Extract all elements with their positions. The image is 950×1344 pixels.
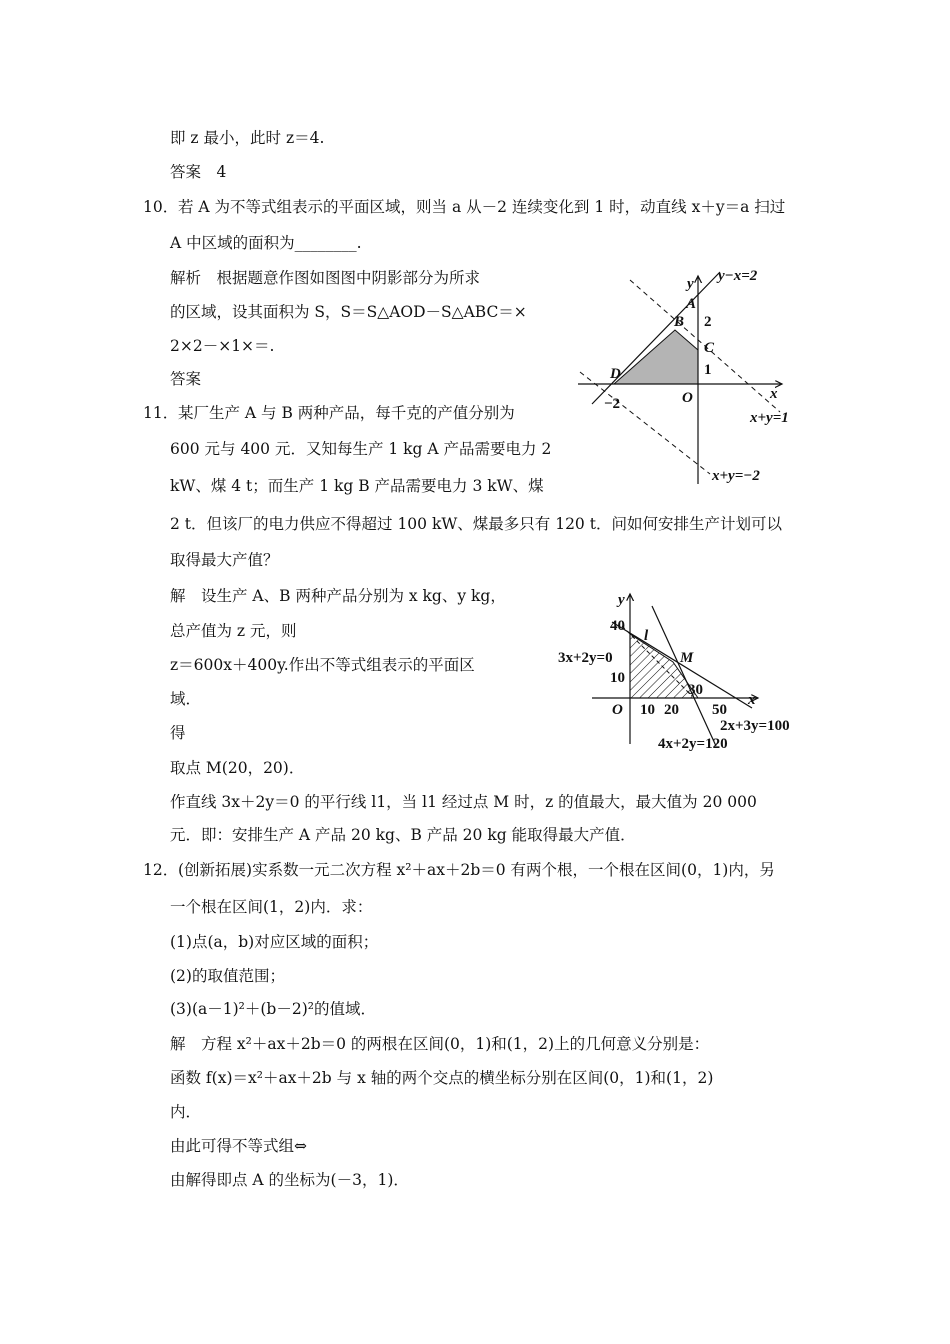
solution-text: 解 方程 x²＋ax＋2b＝0 的两根在区间(0，1)和(1，2)上的几何意义分别是： (170, 1035, 710, 1053)
tick-label: 50 (712, 702, 727, 718)
line-label: 2x+3y=100 (720, 718, 790, 734)
tick-label: 40 (610, 618, 625, 634)
line-label: y−x=2 (718, 268, 758, 284)
line-label: l (644, 628, 649, 644)
question-text: 取得最大产值？ (170, 551, 279, 569)
origin-label: O (682, 390, 693, 406)
tick-label: 1 (704, 362, 712, 378)
question-text: (1)点(a，b)对应区域的面积； (170, 933, 379, 951)
solution-text: 作直线 3x＋2y＝0 的平行线 l1，当 l1 经过点 M 时，z 的值最大，最大值为 20 000 (170, 793, 757, 811)
origin-label: O (612, 702, 623, 718)
question-text: A 中区域的面积为________. (170, 234, 362, 252)
point-label: M (680, 650, 694, 666)
question-text: kW、煤 4 t；而生产 1 kg B 产品需要电力 3 kW、煤 (170, 477, 544, 495)
solution-text: 解析 根据题意作图如图图中阴影部分为所求 (170, 269, 481, 287)
solution-text: 由此可得不等式组⇔ (170, 1137, 307, 1155)
question-text: 2 t．但该厂的电力供应不得超过 100 kW、煤最多只有 120 t．问如何安排生产计划可以 (170, 515, 782, 533)
solution-text: 元．即：安排生产 A 产品 20 kg、B 产品 20 kg 能取得最大产值． (170, 826, 636, 844)
point-label: C (704, 340, 715, 356)
figure-shaded-region (570, 262, 820, 492)
question-text: 若 A 为不等式组表示的平面区域，则当 a 从－2 连续变化到 1 时，动直线 x＋y＝a 扫过 (178, 198, 786, 216)
point-label: A (686, 296, 697, 312)
text-line: 即 z 最小，此时 z＝4. (170, 129, 325, 147)
solution-text: 总产值为 z 元，则 (170, 622, 297, 640)
line-label: x+y=−2 (712, 468, 760, 484)
figure-feasible-region (556, 586, 814, 751)
line-label: x+y=1 (750, 410, 789, 426)
solution-text: 内． (170, 1103, 202, 1121)
tick-label: 20 (664, 702, 679, 718)
line-label: 4x+2y=120 (658, 736, 728, 751)
question-number: 10． (143, 198, 179, 216)
tick-label: −2 (604, 396, 621, 412)
question-text: (2)的取值范围； (170, 967, 285, 985)
point-label: D (610, 366, 621, 382)
y-axis-label: y (618, 592, 625, 608)
x-axis-label: x (748, 692, 756, 708)
question-text: 一个根在区间(1，2)内．求： (170, 898, 373, 916)
line-label: 3x+2y=0 (558, 650, 613, 666)
line-x-plus-y-neg2 (580, 372, 710, 474)
tick-label: 30 (688, 682, 703, 698)
answer-label: 答案 4 (170, 163, 227, 181)
solution-text: 的区域，设其面积为 S，S＝S△AOD－S△ABC＝× (170, 303, 527, 321)
solution-text: 解 设生产 A、B 两种产品分别为 x kg、y kg， (170, 587, 506, 605)
question-text: 某厂生产 A 与 B 两种产品，每千克的产值分别为 (178, 404, 515, 422)
solution-text: 域． (170, 690, 202, 708)
tick-label: 10 (640, 702, 655, 718)
tick-label: 2 (704, 314, 712, 330)
solution-text: 取点 M(20，20)． (170, 759, 305, 777)
question-text: 600 元与 400 元．又知每生产 1 kg A 产品需要电力 2 (170, 440, 552, 458)
tick-label: 10 (610, 670, 625, 686)
solution-text: 2×2－×1×＝. (170, 337, 275, 355)
question-number: 12． (143, 861, 179, 879)
question-text: (创新拓展)实系数一元二次方程 x²＋ax＋2b＝0 有两个根，一个根在区间(0，1)内，另 (178, 861, 775, 879)
question-text: (3)(a－1)²＋(b－2)²的值域． (170, 1000, 376, 1018)
y-axis-label: y (687, 276, 694, 292)
solution-text: 由解得即点 A 的坐标为(－3，1)． (170, 1171, 409, 1189)
answer-label: 答案 (170, 370, 202, 388)
point-label: B (674, 314, 685, 330)
question-number: 11． (143, 404, 179, 422)
x-axis-label: x (770, 386, 778, 402)
solution-text: 函数 f(x)＝x²＋ax＋2b 与 x 轴的两个交点的横坐标分别在区间(0，1)和(1，2) (170, 1069, 714, 1087)
solution-text: 得 (170, 724, 186, 742)
solution-text: z＝600x＋400y.作出不等式组表示的平面区 (170, 656, 475, 674)
